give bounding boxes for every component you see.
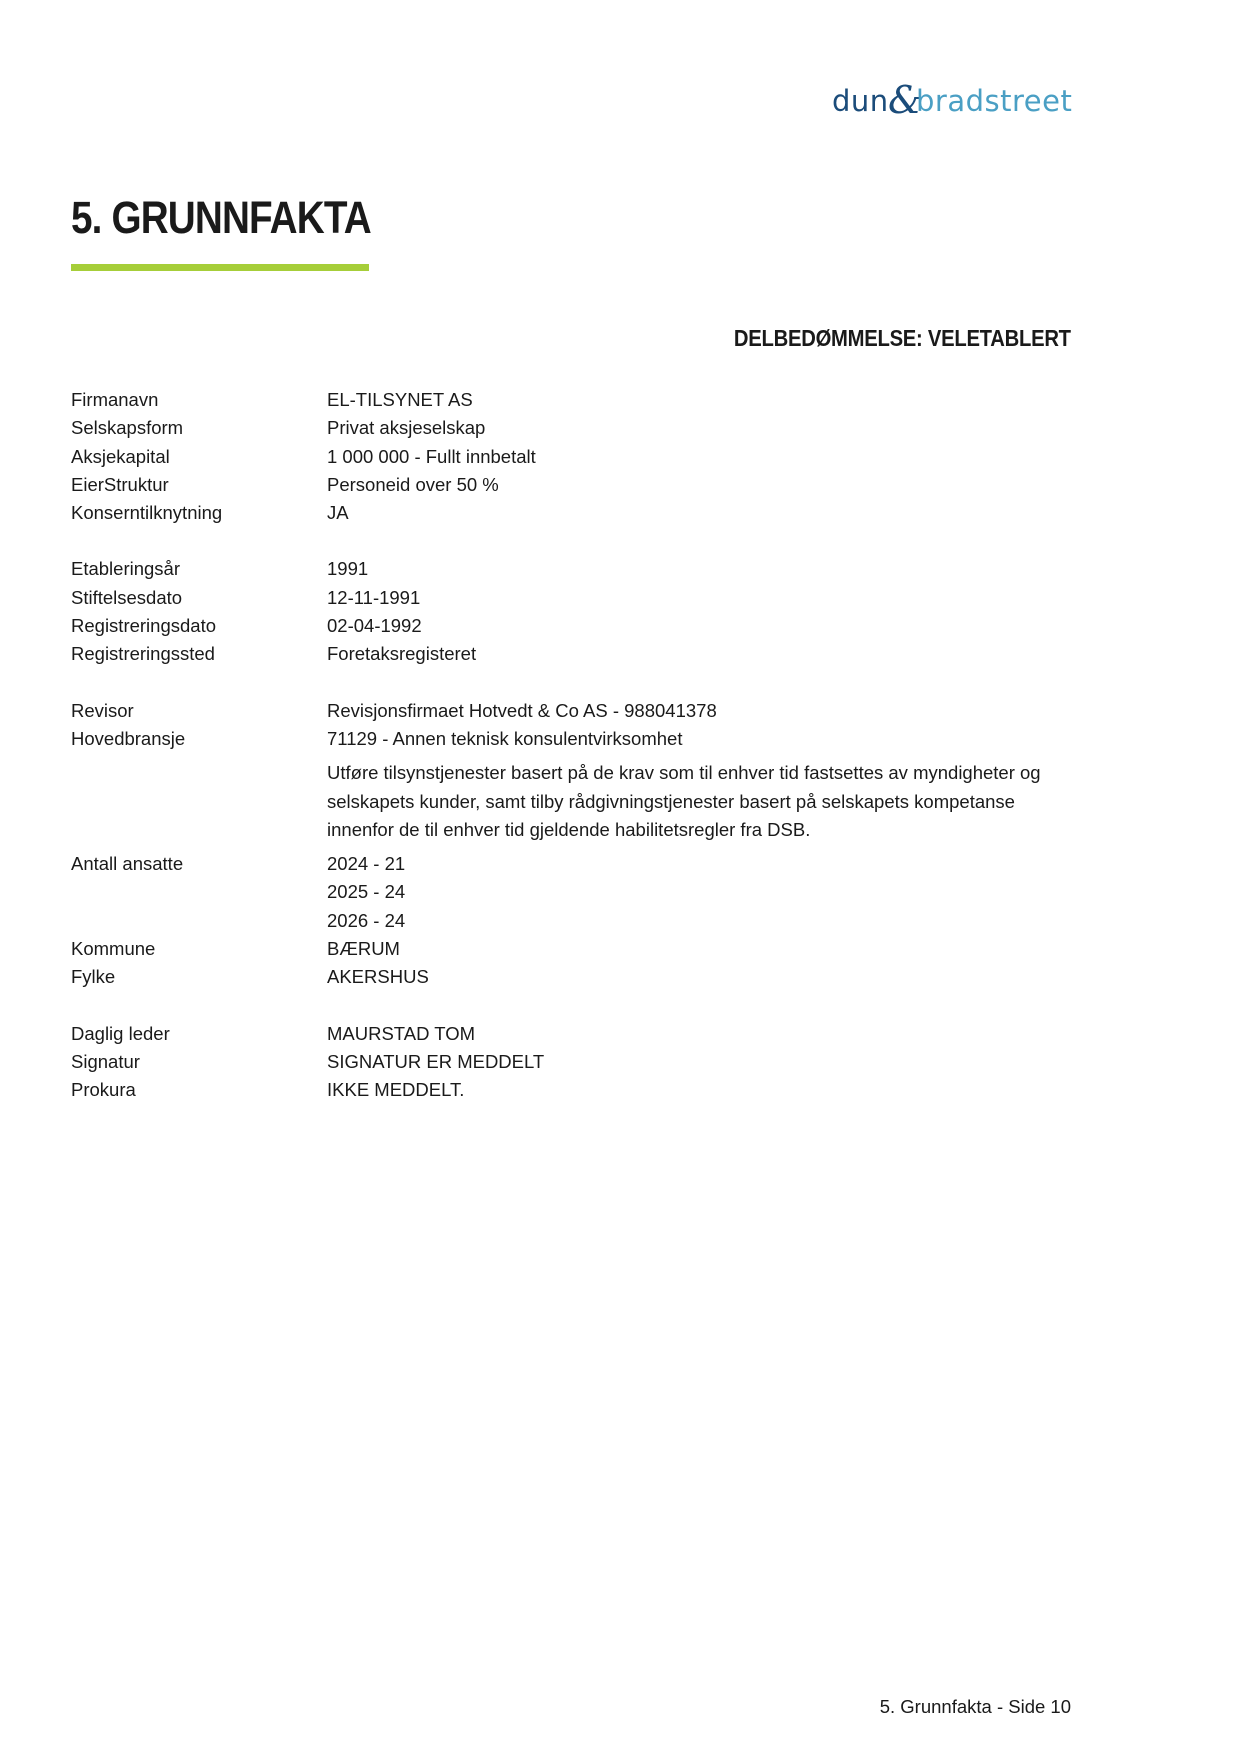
fact-value: Revisjonsfirmaet Hotvedt & Co AS - 988041378 bbox=[327, 699, 717, 721]
fact-row-ansatte bbox=[71, 850, 1071, 935]
fact-row-konserntilknytning bbox=[71, 499, 1071, 527]
svg-text:bradstreet: bradstreet bbox=[916, 84, 1072, 118]
fact-label: Signatur bbox=[71, 1050, 140, 1072]
fact-label: Revisor bbox=[71, 699, 134, 721]
fact-label: Antall ansatte bbox=[71, 853, 184, 875]
fact-value-list bbox=[327, 850, 1071, 935]
rating-heading: DELBEDØMMELSE: VELETABLERT bbox=[734, 325, 1071, 351]
fact-label: Daglig leder bbox=[71, 1022, 170, 1044]
fact-label: Aksjekapital bbox=[71, 445, 170, 467]
fact-label: Etableringsår bbox=[71, 558, 181, 580]
spacer bbox=[71, 669, 1071, 697]
employees-entry: 2025 - 24 bbox=[327, 881, 406, 903]
fact-value: EL-TILSYNET AS bbox=[327, 389, 473, 410]
fact-label: Kommune bbox=[71, 938, 156, 960]
fact-value: 1 000 000 - Fullt innbetalt bbox=[327, 445, 536, 467]
fact-row-fylke bbox=[71, 963, 1071, 991]
fact-label: Firmanavn bbox=[71, 389, 159, 410]
employees-entry: 2026 - 24 bbox=[327, 909, 406, 931]
fact-label: Fylke bbox=[71, 966, 116, 988]
fact-row-hovedbransje bbox=[71, 725, 1071, 753]
business-purpose-text: Utføre tilsynstjenester basert på de krav som til enhver tid fastsettes av myndigheter og selskapets kunder, samt tilby rådgivningstjenester basert på selskapets kompetanse innenfor de til enhver tid gjeldende habilitetsregler fra DSB. bbox=[327, 762, 1041, 840]
fact-label: Hovedbransje bbox=[71, 727, 186, 749]
title-underline bbox=[71, 264, 369, 271]
fact-label: Selskapsform bbox=[71, 417, 184, 439]
fact-row-selskapsform bbox=[71, 414, 1071, 442]
dun-bradstreet-logo bbox=[832, 78, 1072, 124]
fact-row-signatur bbox=[71, 1048, 1071, 1076]
fact-value: JA bbox=[327, 502, 349, 524]
fact-label: Registreringssted bbox=[71, 643, 215, 665]
fact-row-kommune bbox=[71, 935, 1071, 963]
svg-text:dun: dun bbox=[832, 84, 889, 118]
fact-value: Foretaksregisteret bbox=[327, 643, 477, 665]
fact-value: AKERSHUS bbox=[327, 966, 429, 988]
facts-table bbox=[71, 386, 1071, 1105]
fact-row-eierstruktur bbox=[71, 471, 1071, 499]
fact-row-revisor bbox=[71, 697, 1071, 725]
fact-value: IKKE MEDDELT. bbox=[327, 1079, 465, 1101]
fact-label: EierStruktur bbox=[71, 473, 169, 495]
page-title: 5. GRUNNFAKTA bbox=[71, 192, 371, 243]
fact-row-daglig-leder bbox=[71, 1020, 1071, 1048]
spacer bbox=[71, 992, 1071, 1020]
fact-row-prokura bbox=[71, 1076, 1071, 1104]
fact-value: MAURSTAD TOM bbox=[327, 1022, 476, 1044]
fact-value: Personeid over 50 % bbox=[327, 473, 499, 495]
svg-text:&: & bbox=[888, 78, 922, 122]
fact-row-firmanavn bbox=[71, 386, 1071, 414]
fact-value: BÆRUM bbox=[327, 938, 400, 960]
spacer bbox=[71, 527, 1071, 555]
fact-value: SIGNATUR ER MEDDELT bbox=[327, 1050, 545, 1072]
employees-entry: 2024 - 21 bbox=[327, 853, 406, 875]
fact-value: 02-04-1992 bbox=[327, 615, 422, 637]
fact-label: Registreringsdato bbox=[71, 615, 216, 637]
fact-label: Stiftelsesdato bbox=[71, 586, 183, 608]
fact-value: 71129 - Annen teknisk konsulentvirksomhet bbox=[327, 727, 683, 749]
fact-row-etableringsar bbox=[71, 555, 1071, 583]
fact-label: Prokura bbox=[71, 1079, 136, 1101]
fact-label: Konserntilknytning bbox=[71, 502, 223, 524]
fact-row-aksjekapital bbox=[71, 443, 1071, 471]
fact-row-registreringssted bbox=[71, 640, 1071, 668]
fact-row-stiftelsesdato bbox=[71, 584, 1071, 612]
fact-value: 12-11-1991 bbox=[327, 586, 421, 608]
fact-value: Privat aksjeselskap bbox=[327, 417, 486, 439]
fact-value: 1991 bbox=[327, 558, 369, 580]
page-footer: 5. Grunnfakta - Side 10 bbox=[879, 1696, 1071, 1717]
fact-row-registreringsdato bbox=[71, 612, 1071, 640]
